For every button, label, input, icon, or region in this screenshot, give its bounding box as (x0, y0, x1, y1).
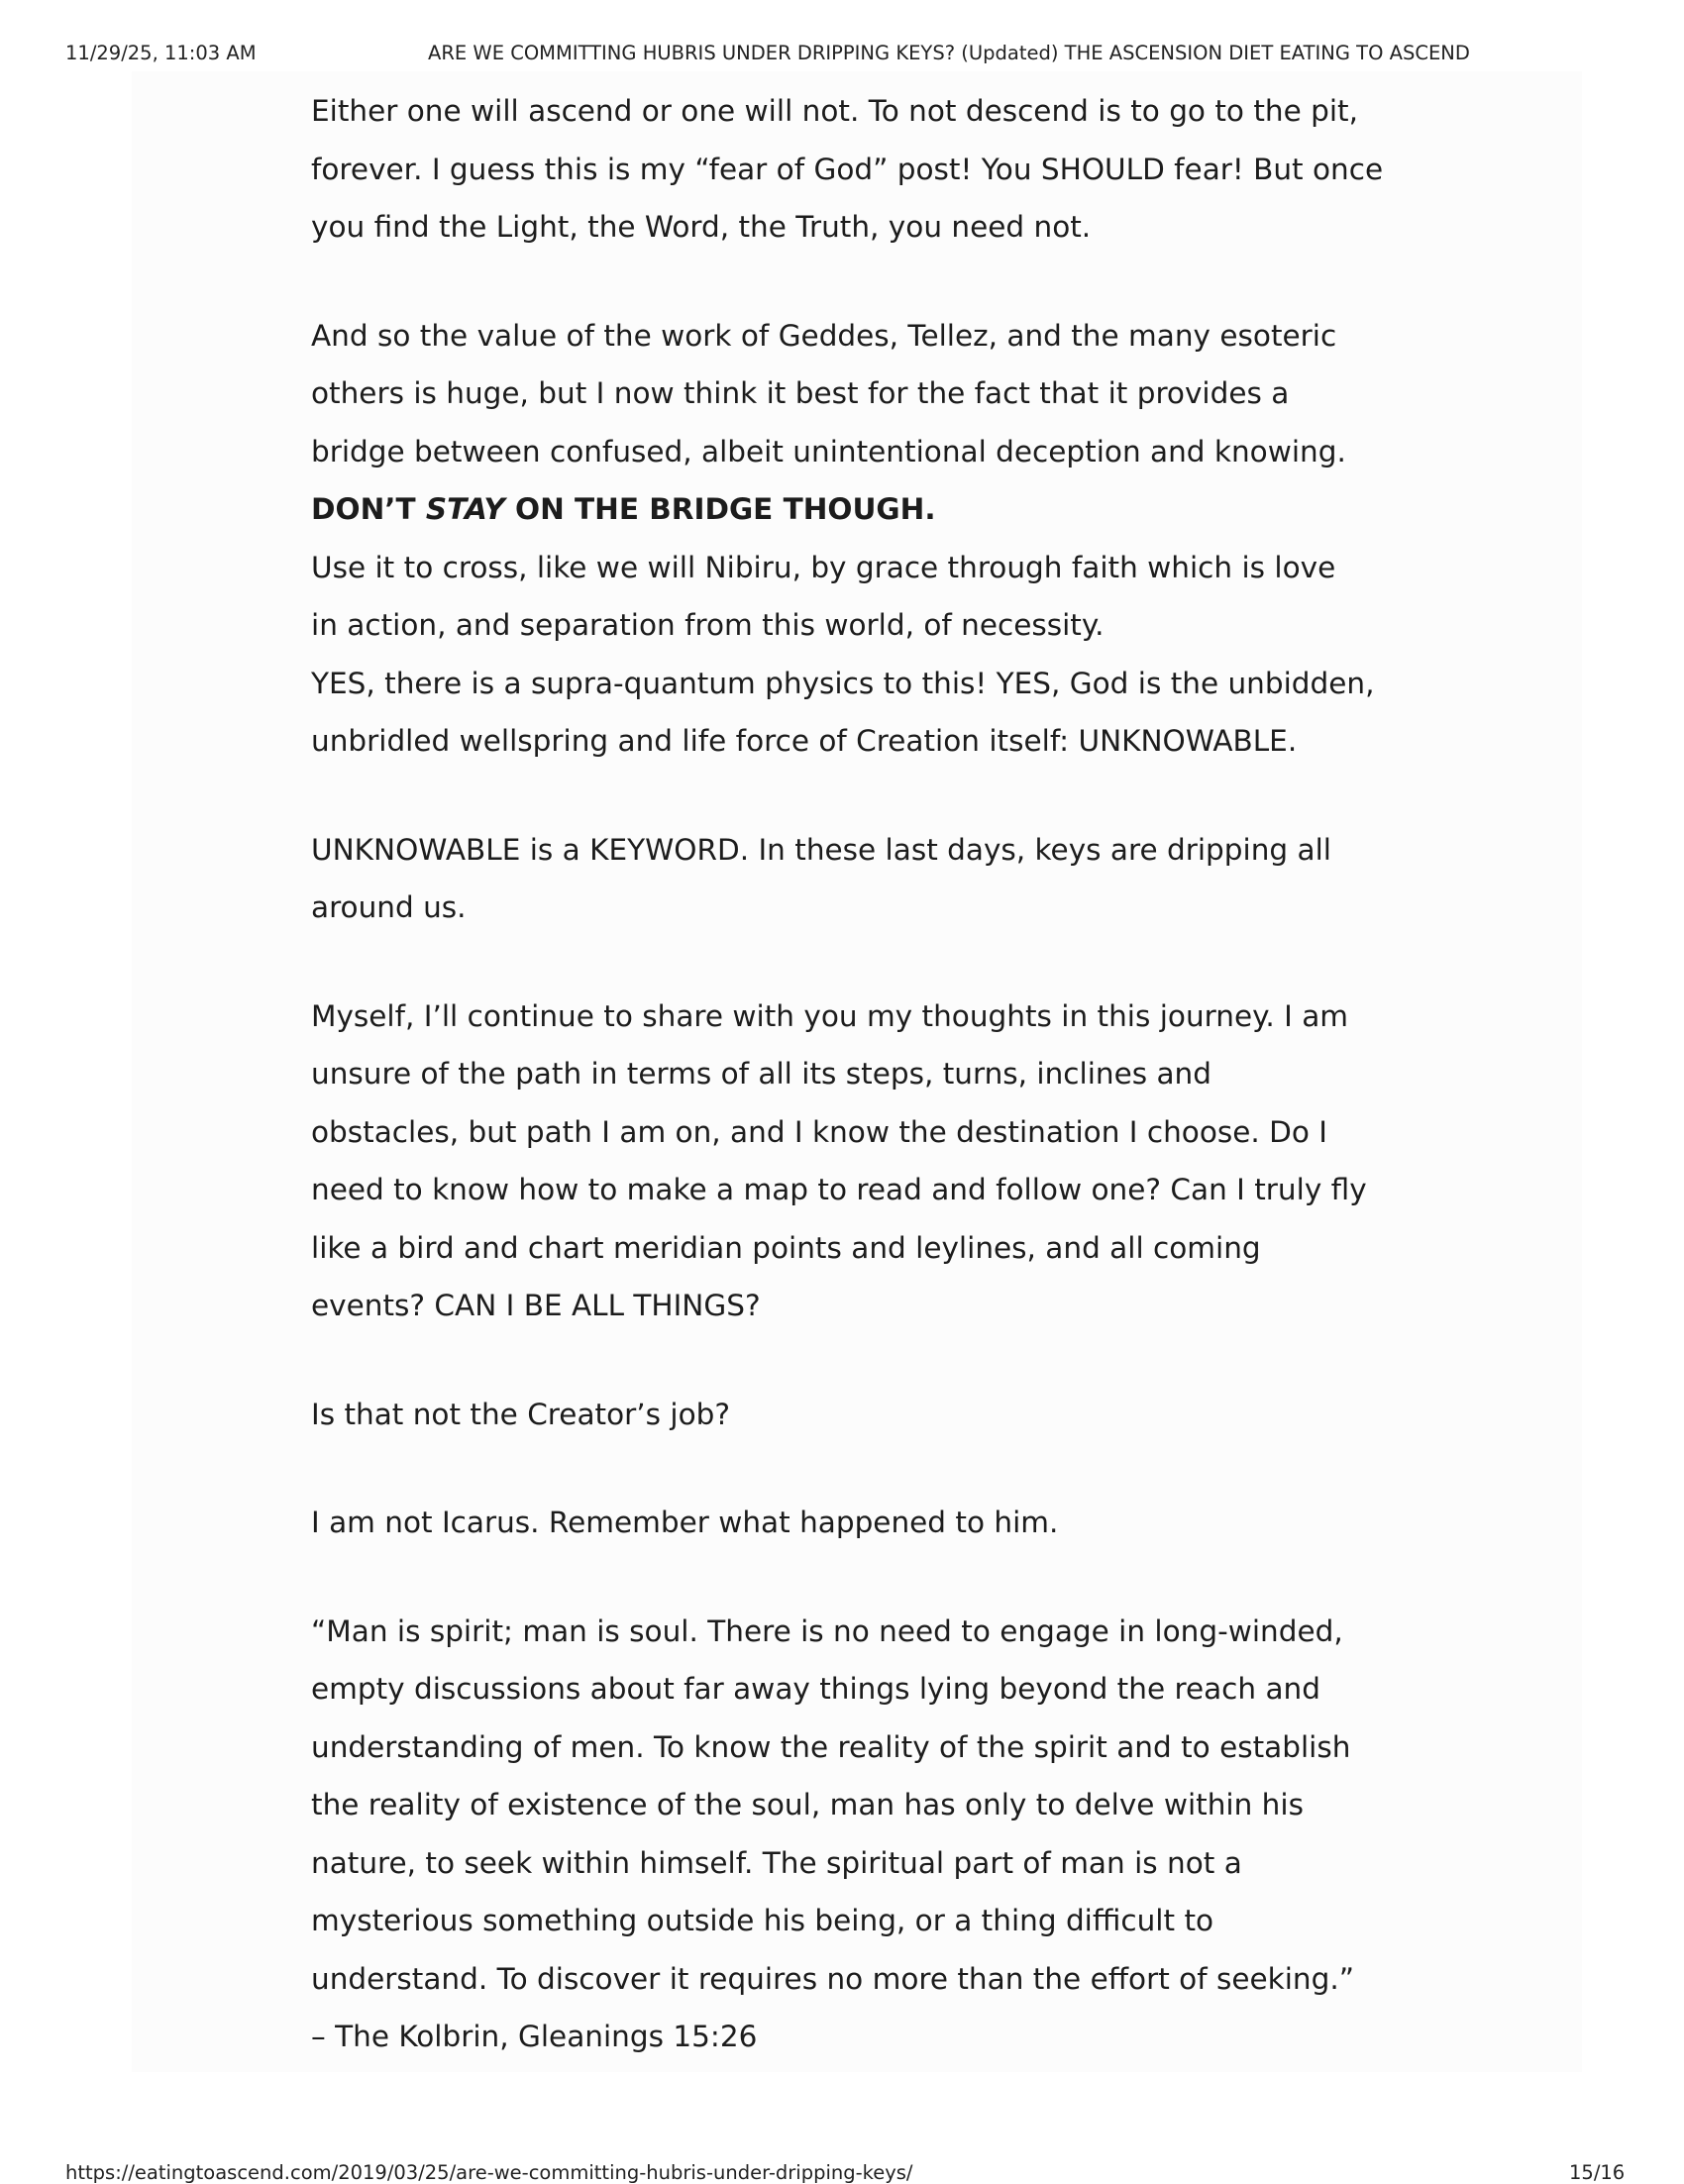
text-line: others is huge, but I now think it best for the fact that it provides a (311, 376, 1290, 410)
print-page-title: ARE WE COMMITTING HUBRIS UNDER DRIPPING KEYS? (Updated) THE ASCENSION DIET EATING TO ASCEND (428, 42, 1470, 64)
text-line: in action, and separation from this world, of necessity. (311, 608, 1105, 642)
text-line: UNKNOWABLE is a KEYWORD. In these last days, keys are dripping all (311, 832, 1331, 867)
paragraph-journey (311, 988, 1411, 1335)
quote-line: understanding of men. To know the reality of the spirit and to establish (311, 1729, 1351, 1764)
text-line: unbridled wellspring and life force of Creation itself: UNKNOWABLE. (311, 724, 1298, 758)
text-line: Use it to cross, like we will Nibiru, by grace through faith which is love (311, 550, 1336, 584)
text-line: around us. (311, 890, 467, 924)
text-line: forever. I guess this is my “fear of God” post! You SHOULD fear! But once (311, 152, 1384, 186)
quote-line: nature, to seek within himself. The spiritual part of man is not a (311, 1845, 1242, 1880)
paragraph-unknowable (311, 821, 1411, 937)
text-line: obstacles, but path I am on, and I know the destination I choose. Do I (311, 1114, 1328, 1149)
paragraph-bridge (311, 307, 1411, 771)
bold-warning: DON’T STAY ON THE BRIDGE THOUGH. (311, 492, 936, 526)
text-line: Is that not the Creator’s job? (311, 1397, 731, 1431)
text-line: like a bird and chart meridian points and leylines, and all coming (311, 1230, 1261, 1265)
print-header (0, 42, 1684, 71)
text-line: I am not Icarus. Remember what happened to him. (311, 1506, 1059, 1539)
kolbrin-quote (311, 1603, 1411, 2066)
print-url: https://eatingtoascend.com/2019/03/25/are-we-committing-hubris-under-dripping-keys/ (65, 2161, 913, 2184)
text-line: YES, there is a supra-quantum physics to this! YES, God is the unbidden, (311, 666, 1375, 700)
quote-attribution: – The Kolbrin, Gleanings 15:26 (311, 2020, 758, 2053)
quote-line: “Man is spirit; man is soul. There is no need to engage in long-winded, (311, 1613, 1343, 1648)
text-line: Either one will ascend or one will not. To not descend is to go to the pit, (311, 94, 1358, 128)
quote-line: mysterious something outside his being, or a thing difficult to (311, 1904, 1214, 1937)
paragraph-fear-of-god (311, 82, 1411, 257)
print-datetime: 11/29/25, 11:03 AM (65, 42, 257, 64)
text-line: bridge between confused, albeit unintentional deception and knowing. (311, 434, 1346, 468)
quote-line: the reality of existence of the soul, man has only to delve within his (311, 1788, 1304, 1821)
emphasis-stay: STAY (425, 492, 505, 526)
text-line: Myself, I’ll continue to share with you my thoughts in this journey. I am (311, 998, 1349, 1033)
text-line: events? CAN I BE ALL THINGS? (311, 1289, 761, 1322)
text-line: And so the value of the work of Geddes, Tellez, and the many esoteric (311, 318, 1337, 353)
text-line: you find the Light, the Word, the Truth, you need not. (311, 210, 1092, 244)
text-line: unsure of the path in terms of all its steps, turns, inclines and (311, 1057, 1211, 1091)
paragraph-creators-job (311, 1386, 1411, 1444)
quote-line: understand. To discover it requires no more than the effort of seeking.” (311, 1961, 1355, 1996)
quote-line: empty discussions about far away things lying beyond the reach and (311, 1672, 1320, 1706)
paragraph-icarus (311, 1494, 1411, 1552)
text-line: need to know how to make a map to read and follow one? Can I truly fly (311, 1173, 1367, 1206)
page-number: 15/16 (1569, 2161, 1626, 2184)
article-body (311, 82, 1411, 2066)
